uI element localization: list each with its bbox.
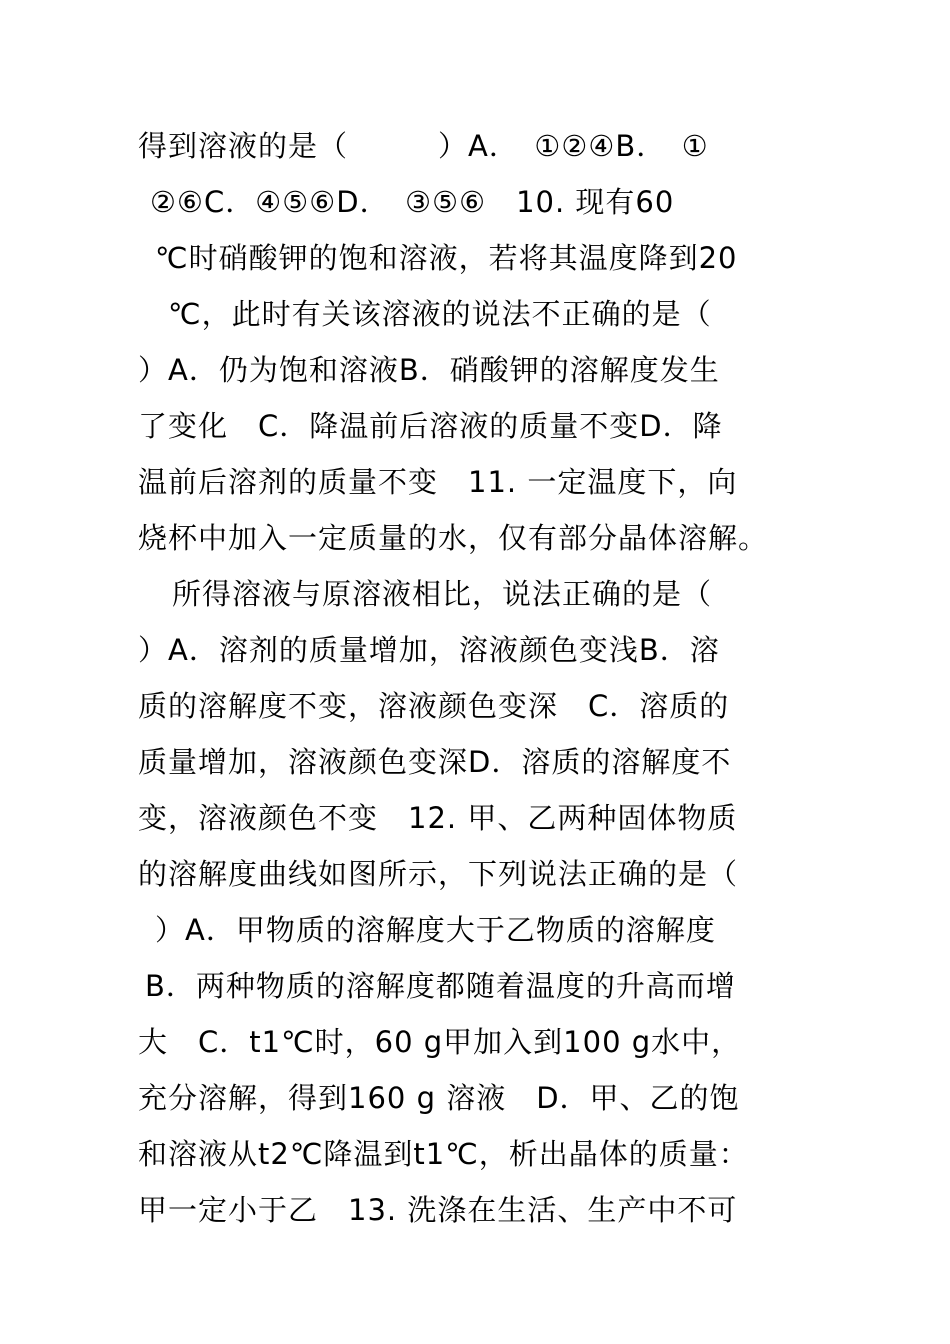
text-line: B．两种物质的溶解度都随着温度的升高而增 bbox=[145, 969, 736, 1003]
text-line: 所得溶液与原溶液相比，说法正确的是（ bbox=[172, 577, 713, 611]
text-line: ℃时硝酸钾的饱和溶液，若将其温度降到20 bbox=[155, 241, 738, 275]
text-line: 温前后溶剂的质量不变 11. 一定温度下，向 bbox=[138, 465, 738, 499]
text-line: 甲一定小于乙 13. 洗涤在生活、生产中不可 bbox=[138, 1193, 738, 1227]
text-line: 质的溶解度不变，溶液颜色变深 C．溶质的 bbox=[138, 689, 730, 723]
text-line: ）A．仍为饱和溶液B．硝酸钾的溶解度发生 bbox=[138, 353, 720, 387]
text-line: 和溶液从t2℃降温到t1℃，析出晶体的质量： bbox=[138, 1137, 749, 1171]
text-line: 得到溶液的是（ ）A． ①②④B． ① bbox=[138, 129, 709, 163]
text-line: ℃，此时有关该溶液的说法不正确的是（ bbox=[168, 297, 712, 331]
text-line: 了变化 C．降温前后溶液的质量不变D．降 bbox=[138, 409, 723, 443]
text-line: 的溶解度曲线如图所示，下列说法正确的是（ bbox=[138, 857, 739, 891]
text-line: 大 C．t1℃时，60 g甲加入到100 g水中， bbox=[138, 1025, 742, 1059]
text-line: 变，溶液颜色不变 12. 甲、乙两种固体物质 bbox=[138, 801, 738, 835]
text-line: ②⑥C．④⑤⑥D． ③⑤⑥ 10. 现有60 bbox=[150, 185, 675, 219]
text-line: ）A．甲物质的溶解度大于乙物质的溶解度 bbox=[155, 913, 716, 947]
text-line: ）A．溶剂的质量增加，溶液颜色变浅B．溶 bbox=[138, 633, 720, 667]
text-line: 烧杯中加入一定质量的水，仅有部分晶体溶解。 bbox=[138, 521, 769, 555]
text-line: 质量增加，溶液颜色变深D．溶质的溶解度不 bbox=[138, 745, 732, 779]
text-line: 充分溶解，得到160 g 溶液 D．甲、乙的饱 bbox=[138, 1081, 740, 1115]
